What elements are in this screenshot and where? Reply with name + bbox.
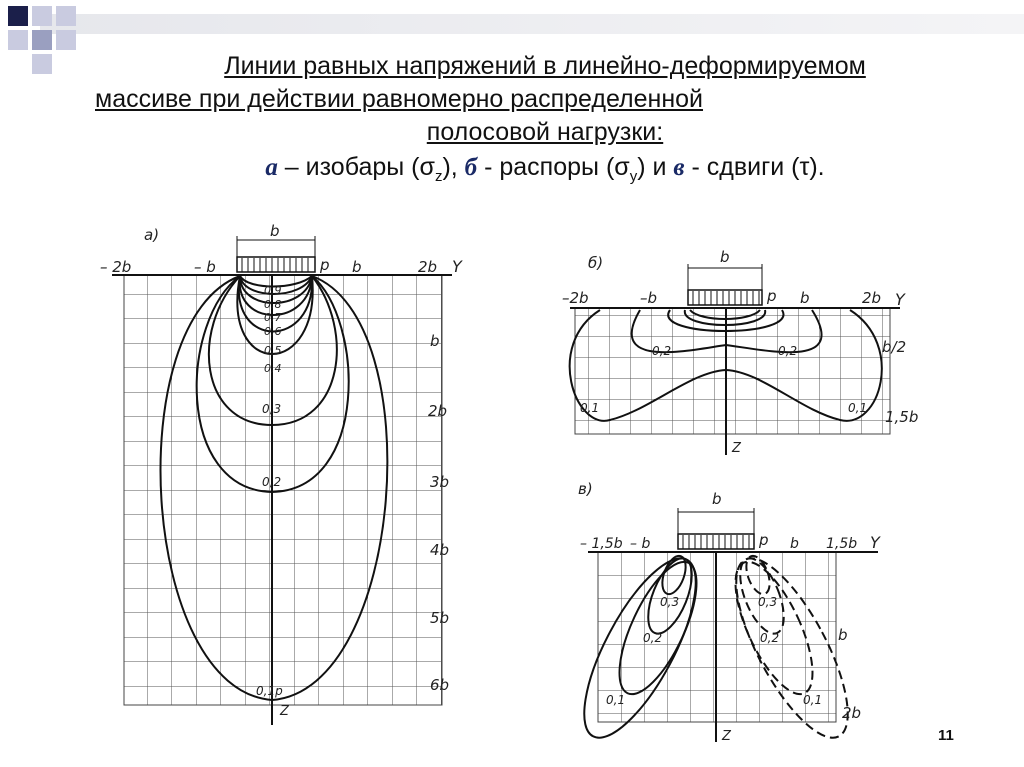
iso-label-a: 0,8 xyxy=(264,298,282,311)
x-tick-c: – b xyxy=(630,536,651,552)
x-tick-a: – 2b xyxy=(100,258,132,276)
iso-label-a: 0,1p xyxy=(256,684,283,698)
title-line-1: Линии равных напряжений в линейно-деформируемом xyxy=(224,52,866,80)
load-arrows-c xyxy=(683,535,749,549)
depth-tick-b: 1,5b xyxy=(885,408,919,426)
p-label-a: p xyxy=(320,256,330,274)
depth-tick-a: 6b xyxy=(430,676,450,694)
legend-a-text: – изобары (σ xyxy=(277,153,435,181)
legend-b-letter: б xyxy=(464,154,478,181)
y-axis-label-a: Y xyxy=(452,257,462,276)
depth-tick-b: b/2 xyxy=(882,338,907,356)
x-tick-a: b xyxy=(352,258,362,276)
y-axis-label-c: Y xyxy=(870,533,880,552)
title-line-3: полосовой нагрузки: xyxy=(426,118,664,146)
legend-a-sub: z xyxy=(434,168,443,185)
x-tick-b: –2b xyxy=(562,289,589,307)
x-tick-a: – b xyxy=(194,258,216,276)
depth-tick-a: 3b xyxy=(430,473,450,491)
panel-label-a: а) xyxy=(144,226,160,244)
depth-tick-a: 2b xyxy=(428,402,448,420)
iso-label-b: 0,1 xyxy=(848,401,868,415)
legend-a-letter: а xyxy=(265,154,278,181)
depth-tick-c: 2b xyxy=(842,704,862,722)
iso-label-a: 0,9 xyxy=(264,284,282,297)
diagram-c xyxy=(563,480,881,752)
load-block-a xyxy=(237,257,315,272)
iso-label-b: 0,1 xyxy=(580,401,600,415)
iso-label-a: 0,2 xyxy=(262,475,282,489)
load-arrows-a xyxy=(242,258,308,272)
iso-label-c: 0,3 xyxy=(758,595,778,609)
load-label-a: b xyxy=(270,222,280,240)
load-label-b: b xyxy=(720,248,730,266)
x-tick-b: –b xyxy=(640,289,658,307)
panel-label-c: в) xyxy=(578,480,593,498)
z-axis-label-b: Z xyxy=(732,441,741,456)
iso-label-c: 0,2 xyxy=(760,631,780,645)
iso-label-c: 0,2 xyxy=(643,631,663,645)
legend-b-close: ) и xyxy=(637,153,674,181)
iso-label-a: 0,4 xyxy=(264,362,282,375)
iso-label-c: 0,1 xyxy=(803,693,823,707)
z-axis-label-c: Z xyxy=(722,729,731,744)
z-axis-label-a: Z xyxy=(280,704,289,719)
depth-tick-c: b xyxy=(838,626,848,644)
page-number: 11 xyxy=(938,727,954,744)
x-tick-c: – 1,5b xyxy=(580,536,623,552)
iso-label-a: 0,3 xyxy=(262,402,282,416)
iso-label-c: 0,3 xyxy=(660,595,680,609)
diagram-a xyxy=(100,222,463,725)
title-line-2: массиве при действии равномерно распределенной xyxy=(95,85,704,113)
y-axis-label-b: Y xyxy=(895,290,905,309)
depth-tick-a: b xyxy=(430,332,440,350)
legend-c-text: - сдвиги (τ). xyxy=(684,153,825,181)
depth-tick-a: 4b xyxy=(430,541,450,559)
grid-a xyxy=(124,275,442,705)
legend-a-close: ), xyxy=(442,153,458,181)
p-label-b: p xyxy=(767,287,777,305)
legend-b-text: - распоры (σ xyxy=(477,153,630,181)
load-arrows-b xyxy=(693,291,759,305)
x-tick-a: 2b xyxy=(418,258,438,276)
legend-c-letter: в xyxy=(673,154,685,181)
diagram-b xyxy=(562,248,918,456)
iso-label-a: 0,7 xyxy=(264,311,282,324)
x-tick-c: 1,5b xyxy=(826,536,858,552)
p-label-c: p xyxy=(759,531,769,549)
iso-label-c: 0,1 xyxy=(606,693,626,707)
depth-tick-a: 5b xyxy=(430,609,450,627)
iso-label-b: 0,2 xyxy=(652,344,672,358)
x-tick-c: b xyxy=(790,536,799,552)
x-tick-b: b xyxy=(800,289,810,307)
x-tick-b: 2b xyxy=(862,289,882,307)
legend-b-sub: y xyxy=(629,168,638,185)
panel-label-b: б) xyxy=(588,254,604,272)
iso-label-b: 0,2 xyxy=(778,344,798,358)
load-label-c: b xyxy=(712,490,722,508)
iso-label-a: 0,5 xyxy=(264,344,282,357)
iso-label-a: 0,6 xyxy=(264,325,282,338)
